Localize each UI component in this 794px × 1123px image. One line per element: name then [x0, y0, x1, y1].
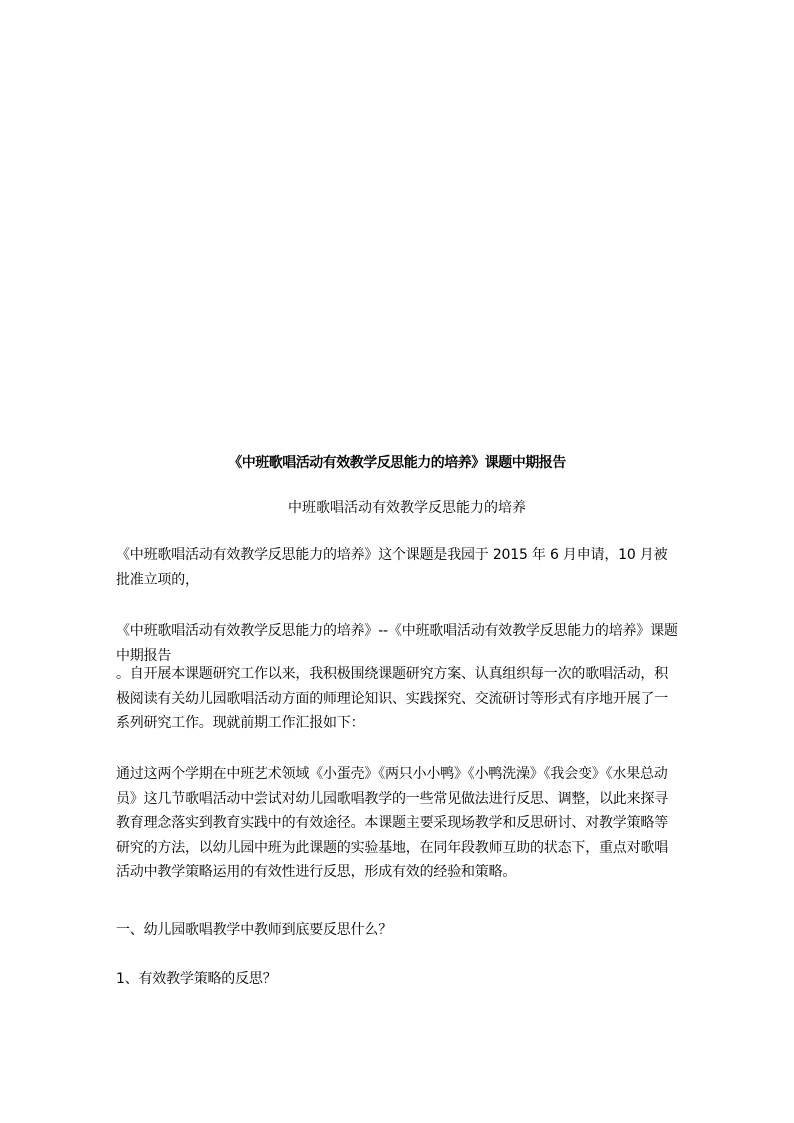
document-title: 《中班歌唱活动有效教学反思能力的培养》课题中期报告	[228, 455, 566, 471]
paragraph-work-summary: 。自开展本课题研究工作以来，我积极围绕课题研究方案、认真组织每一次的歌唱活动，积极阅读有关幼儿园歌唱活动方面的师理论知识、实践探究、交流研讨等形式有序地开展了一系列研究工作。现就前期工作汇报如下：	[116, 666, 668, 731]
subsection-heading-1: 1、有效教学策略的反思？	[116, 971, 277, 987]
paragraph-research-method: 通过这两个学期在中班艺术领域《小蛋壳》《两只小小鸭》《小鸭洗澡》《我会变》《水果总动员》这几节歌唱活动中尝试对幼儿园歌唱教学的一些常见做法进行反思、调整，以此来探寻教育理念落实到教育实践中的有效途径。本课题主要采现场教学和反思研讨、对教学策略等研究的方法，以幼儿园中班为此课题的实验基地，在同年段教师互助的状态下，重点对歌唱活动中教学策略运用的有效性进行反思，形成有效的经验和策略。	[116, 766, 668, 880]
document-subtitle: 中班歌唱活动有效教学反思能力的培养	[288, 500, 526, 516]
paragraph-intro: 《中班歌唱活动有效教学反思能力的培养》这个课题是我园于 2015 年 6 月申请，10 月被批准立项的，	[116, 547, 668, 588]
paragraph-report-title: 《中班歌唱活动有效教学反思能力的培养》--《中班歌唱活动有效教学反思能力的培养》课题中期报告	[116, 623, 678, 664]
section-heading-1: 一、幼儿园歌唱教学中教师到底要反思什么？	[116, 922, 392, 938]
